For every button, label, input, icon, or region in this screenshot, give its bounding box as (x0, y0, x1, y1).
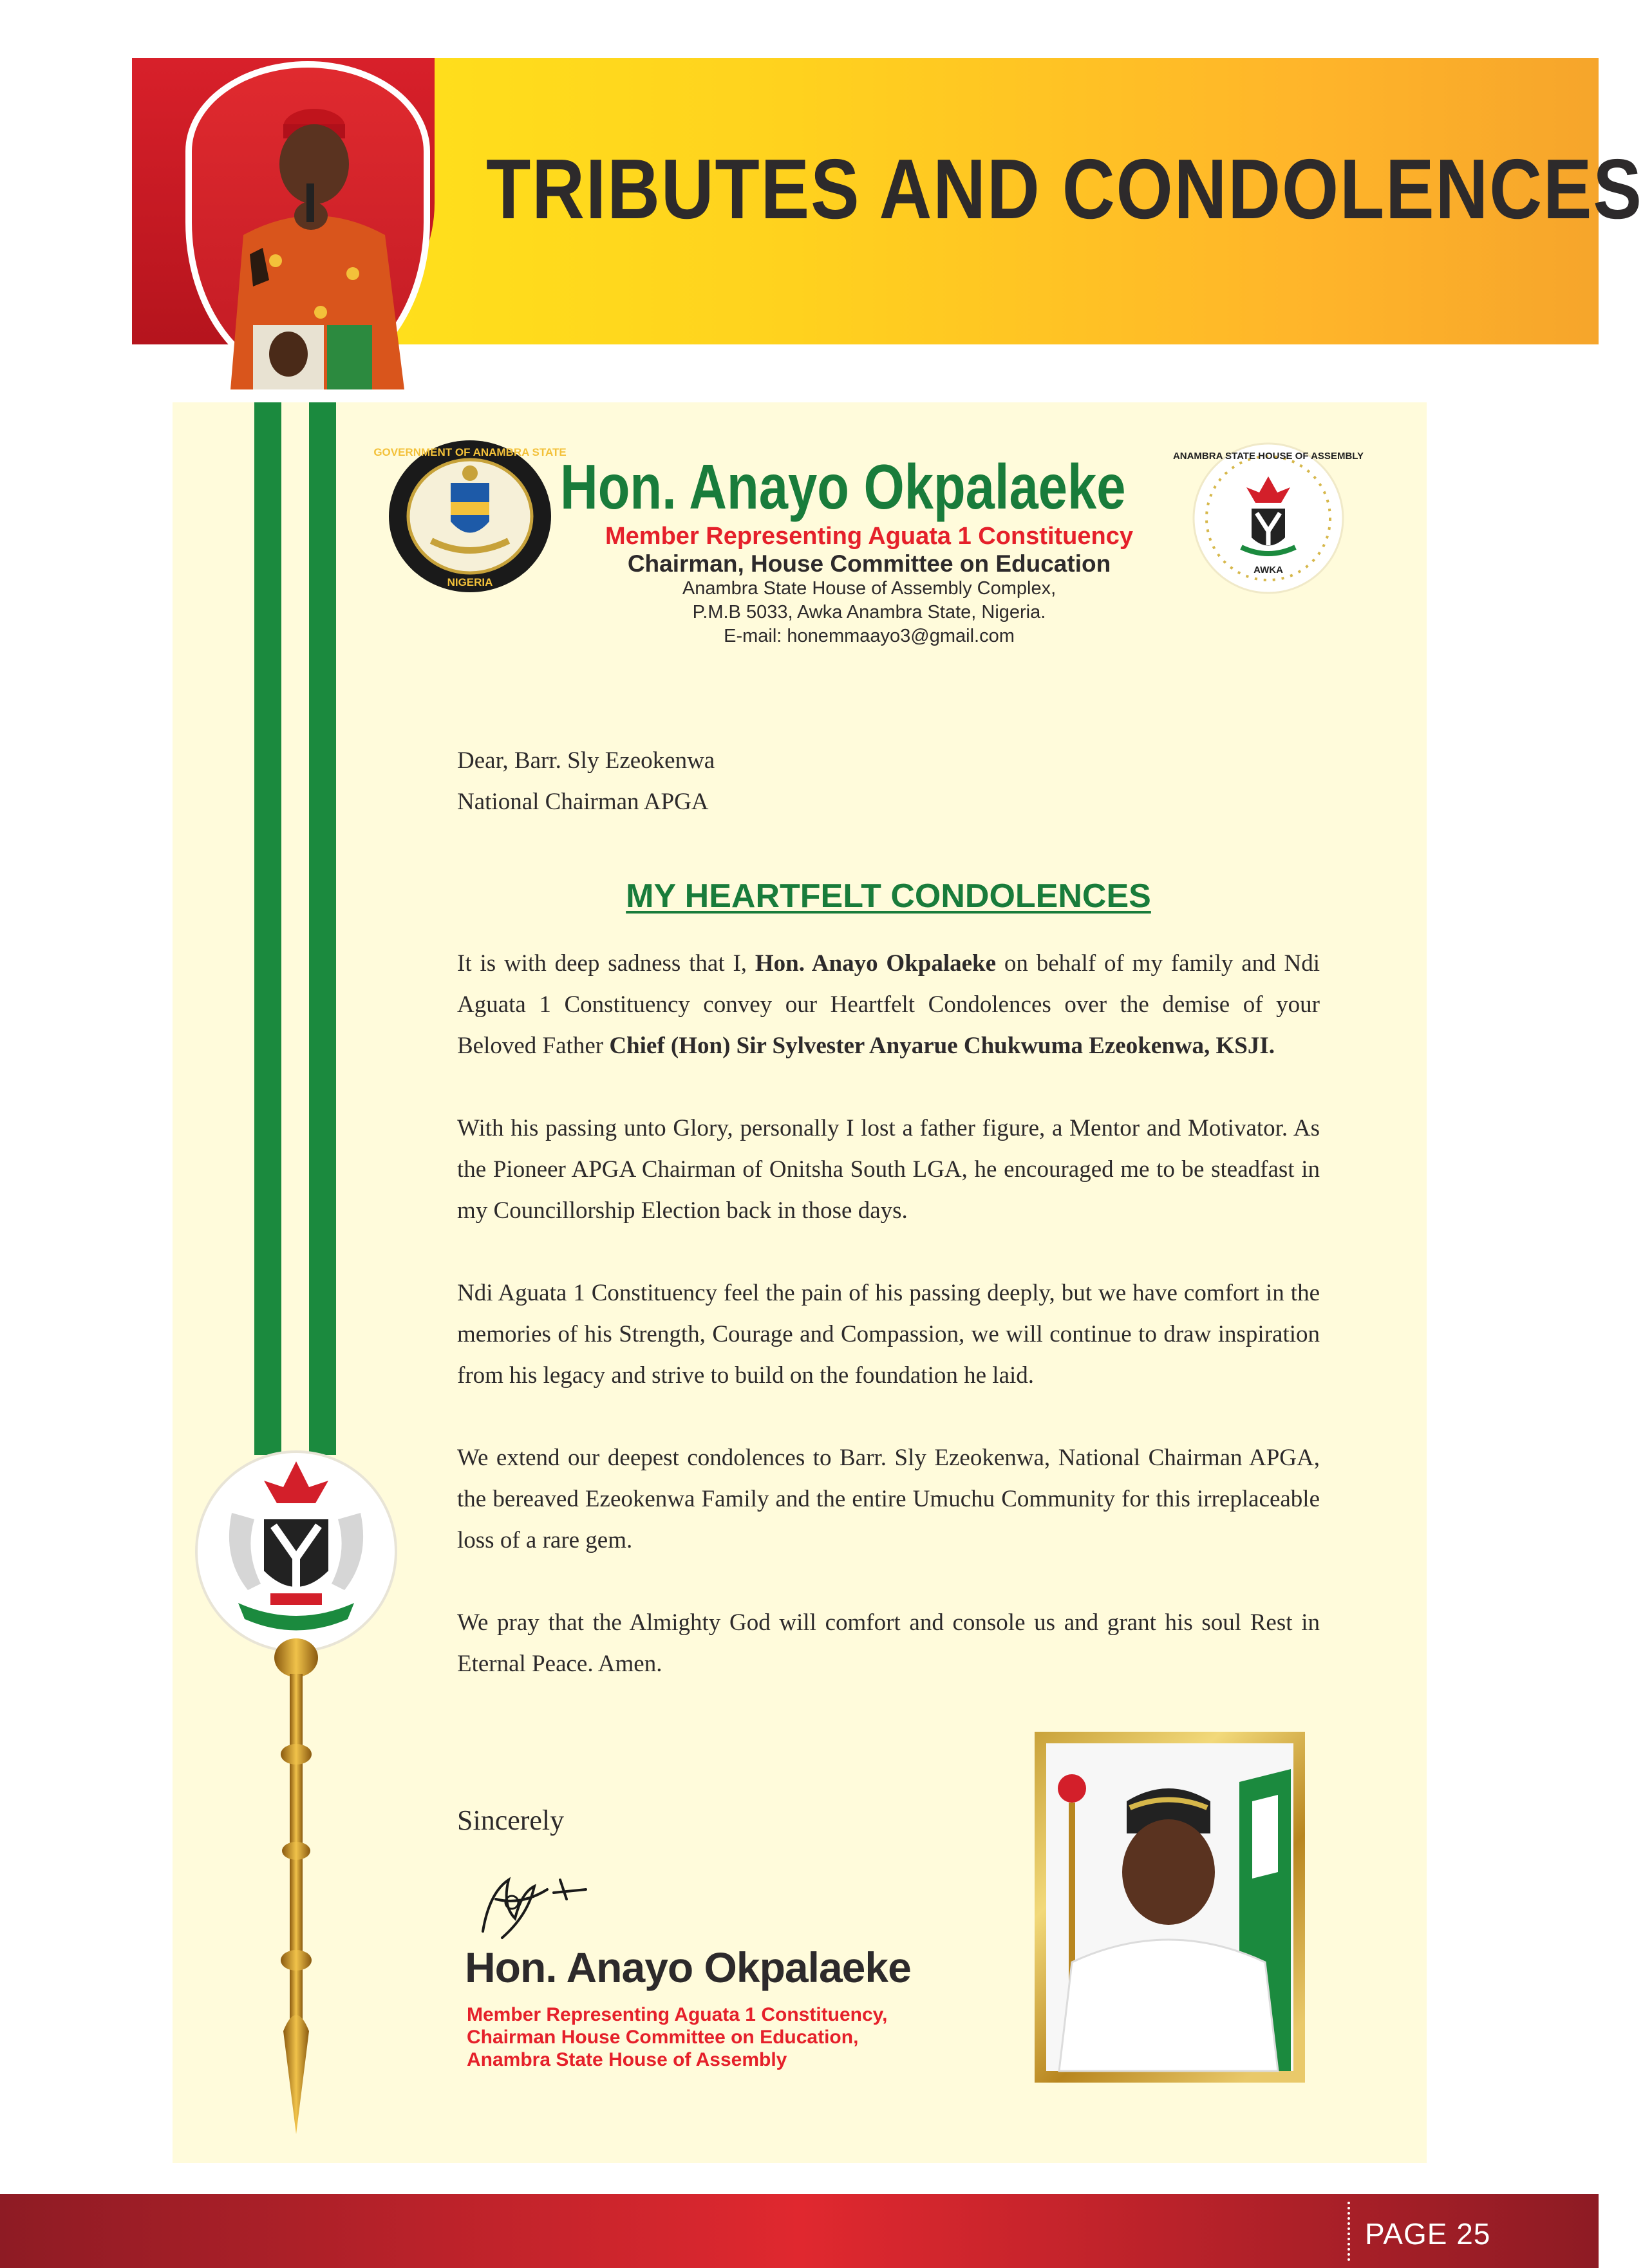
letterhead-address-line-2: P.M.B 5033, Awka Anambra State, Nigeria. (692, 602, 1046, 623)
letterhead-chairman: Chairman, House Committee on Education (627, 550, 1111, 577)
signatory-photo (1046, 1743, 1293, 2071)
coat-of-arms-icon (193, 1448, 399, 1654)
salutation (457, 740, 715, 823)
portrait-frame (1035, 1732, 1305, 2083)
closing-sincerely: Sincerely (457, 1804, 565, 1836)
footer-bar (0, 2194, 1599, 2268)
speaker-photo (185, 61, 430, 383)
salutation-line-2: National Chairman APGA (457, 789, 709, 815)
svg-text:ANAMBRA STATE HOUSE OF ASSEMBL: ANAMBRA STATE HOUSE OF ASSEMBLY (1172, 451, 1364, 462)
mace-icon (270, 1638, 322, 2141)
letterhead-address-line-1: Anambra State House of Assembly Complex, (682, 578, 1056, 599)
svg-text:GOVERNMENT OF ANAMBRA STATE: GOVERNMENT OF ANAMBRA STATE (373, 446, 567, 458)
paragraph-2: With his passing unto Glory, personally I lost a father figure, a Mentor and Motivator. As the Pioneer APGA Chairman of Onitsha South LGA, he encouraged me to be steadfast in my Councillorship Election back in those days. (457, 1115, 1320, 1224)
paragraph-4: We extend our deepest condolences to Barr. Sly Ezeokenwa, National Chairman APGA, the bereaved Ezeokenwa Family and the entire Umuchu Community for this irreplaceable loss of a rare gem. (457, 1445, 1320, 1553)
signatory-role-2: Chairman House Committee on Education, (467, 2027, 859, 2048)
ribbon-stripe (254, 402, 281, 1455)
signature-icon (464, 1854, 592, 1951)
salutation-line-1: Dear, Barr. Sly Ezeokenwa (457, 747, 715, 774)
ribbon-stripe (309, 402, 336, 1455)
anambra-government-seal-icon (373, 438, 567, 595)
letter-body (457, 943, 1320, 1726)
paragraph-3: Ndi Aguata 1 Constituency feel the pain of his passing deeply, but we have comfort in the memories of his Strength, Courage and Compassion, we will continue to draw inspiration from his legacy and strive to build on the foundation he laid. (457, 1280, 1320, 1389)
svg-text:NIGERIA: NIGERIA (447, 576, 493, 588)
letter-title: MY HEARTFELT CONDOLENCES (626, 877, 1151, 915)
svg-text:AWKA: AWKA (1253, 565, 1283, 576)
signatory-role-3: Anambra State House of Assembly (467, 2049, 787, 2070)
paragraph-1: It is with deep sadness that I, Hon. Anayo Okpalaeke on behalf of my family and Ndi Aguata 1 Constituency convey our Heartfelt Condolences over the demise of your Beloved Father Chief (Hon) Sir Sylvester Anyarue Chukwuma Ezeokenwa, KSJI. (457, 950, 1320, 1059)
letterhead-email: E-mail: honemmaayo3@gmail.com (724, 626, 1015, 646)
page-title: TRIBUTES AND CONDOLENCES (486, 142, 1643, 236)
page-number: PAGE 25 (1365, 2217, 1491, 2251)
footer-divider (1347, 2202, 1350, 2261)
house-of-assembly-seal-icon (1172, 441, 1364, 595)
signatory-name: Hon. Anayo Okpalaeke (465, 1944, 911, 1991)
signatory-role-1: Member Representing Aguata 1 Constituency, (467, 2004, 888, 2025)
paragraph-5: We pray that the Almighty God will comfort and console us and grant his soul Rest in Eternal Peace. Amen. (457, 1609, 1320, 1677)
letterhead-name: Hon. Anayo Okpalaeke (560, 451, 1126, 522)
letterhead-member: Member Representing Aguata 1 Constituency (605, 523, 1133, 550)
